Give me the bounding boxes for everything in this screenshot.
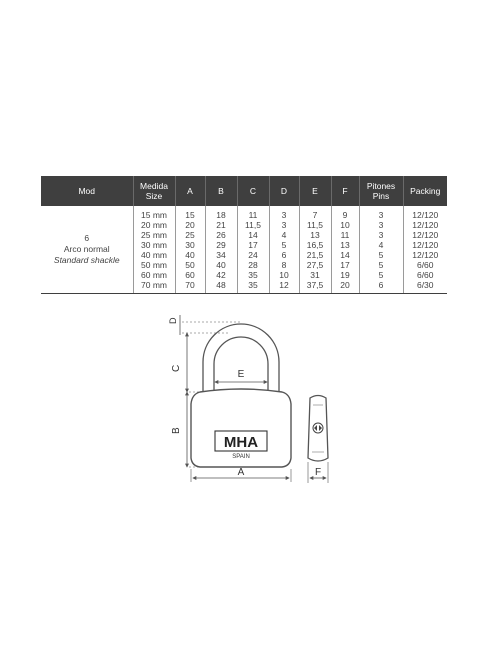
- a-value: 40: [185, 250, 195, 260]
- c-value: 35: [248, 280, 258, 290]
- header-c: C: [237, 176, 269, 206]
- c-value: 28: [248, 260, 258, 270]
- b-value: 40: [216, 260, 226, 270]
- packing-value: 12/120: [412, 230, 439, 240]
- header-pins: Pitones Pins: [359, 176, 403, 206]
- b-value: 48: [216, 280, 226, 290]
- packing-value: 12/120: [412, 210, 439, 220]
- f-value: 19: [340, 270, 350, 280]
- a-value: 60: [185, 270, 195, 280]
- e-value: 11,5: [307, 220, 323, 230]
- a-value: 70: [185, 280, 195, 290]
- c-value: 11,5: [245, 220, 261, 230]
- c-value: 35: [248, 270, 258, 280]
- d-value: 6: [281, 250, 287, 260]
- header-d: D: [269, 176, 299, 206]
- f-value: 10: [340, 220, 350, 230]
- b-value: 18: [216, 210, 226, 220]
- c-value: 24: [248, 250, 258, 260]
- header-size: Medida Size: [133, 176, 175, 206]
- header-mod: Mod: [41, 176, 133, 206]
- a-value: 30: [185, 240, 195, 250]
- f-value: 11: [340, 230, 350, 240]
- b-value: 29: [216, 240, 226, 250]
- label-c: C: [171, 364, 182, 372]
- d-value: 4: [281, 230, 287, 240]
- brand-text: MHA: [223, 434, 259, 451]
- packing-value: 12/120: [412, 250, 439, 260]
- a-value: 25: [185, 230, 195, 240]
- d-value: 10: [279, 270, 289, 280]
- d-value: 3: [281, 210, 287, 220]
- model-english: Standard shackle: [53, 255, 120, 265]
- d-value: 5: [281, 240, 287, 250]
- c-value: 17: [248, 240, 258, 250]
- packing-value: 12/120: [412, 220, 439, 230]
- d-value: 12: [279, 280, 289, 290]
- pins-value: 4: [378, 240, 384, 250]
- lock-side-view: [308, 396, 328, 462]
- packing-value: 6/30: [416, 280, 434, 290]
- label-d: D: [168, 317, 178, 324]
- header-a: A: [175, 176, 205, 206]
- e-value: 13: [310, 230, 320, 240]
- shackle-inner: [214, 337, 268, 392]
- label-a: A: [237, 467, 245, 478]
- e-value: 31: [310, 270, 320, 280]
- b-value: 26: [216, 230, 226, 240]
- label-f: F: [314, 467, 322, 478]
- origin-text: SPAIN: [232, 454, 250, 460]
- f-value: 13: [340, 240, 350, 250]
- a-value: 50: [185, 260, 195, 270]
- c-value: 14: [248, 230, 258, 240]
- size-value: 50 mm: [141, 260, 167, 270]
- size-value: 30 mm: [141, 240, 167, 250]
- f-value: 9: [342, 210, 348, 220]
- pins-value: 6: [378, 280, 384, 290]
- model-name: Arco normal: [63, 244, 110, 254]
- a-value: 20: [185, 220, 195, 230]
- packing-value: 6/60: [416, 270, 434, 280]
- size-value: 60 mm: [141, 270, 167, 280]
- model-number: 6: [84, 233, 90, 243]
- size-value: 40 mm: [141, 250, 167, 260]
- f-value: 20: [340, 280, 350, 290]
- pins-value: 5: [378, 270, 384, 280]
- pins-value: 3: [378, 230, 384, 240]
- header-f: F: [331, 176, 359, 206]
- e-value: 7: [312, 210, 318, 220]
- e-value: 27,5: [306, 260, 324, 270]
- label-b: B: [171, 427, 182, 434]
- b-value: 34: [216, 250, 226, 260]
- label-e: E: [237, 369, 245, 380]
- e-value: 16,5: [306, 240, 324, 250]
- d-value: 8: [281, 260, 287, 270]
- f-value: 17: [340, 260, 350, 270]
- packing-value: 6/60: [416, 260, 434, 270]
- b-value: 42: [216, 270, 226, 280]
- size-value: 25 mm: [141, 230, 167, 240]
- header-e: E: [299, 176, 331, 206]
- f-value: 14: [340, 250, 350, 260]
- c-value: 11: [248, 210, 258, 220]
- packing-value: 12/120: [412, 240, 439, 250]
- header-b: B: [205, 176, 237, 206]
- pins-value: 3: [378, 220, 384, 230]
- header-packing: Packing: [403, 176, 447, 206]
- e-value: 21,5: [306, 250, 324, 260]
- a-value: 15: [185, 210, 195, 220]
- e-value: 37,5: [306, 280, 324, 290]
- d-value: 3: [281, 220, 287, 230]
- size-value: 20 mm: [141, 220, 167, 230]
- size-value: 70 mm: [141, 280, 167, 290]
- pins-value: 5: [378, 260, 384, 270]
- pins-value: 3: [378, 210, 384, 220]
- pins-value: 5: [378, 250, 384, 260]
- b-value: 21: [216, 220, 226, 230]
- size-value: 15 mm: [141, 210, 167, 220]
